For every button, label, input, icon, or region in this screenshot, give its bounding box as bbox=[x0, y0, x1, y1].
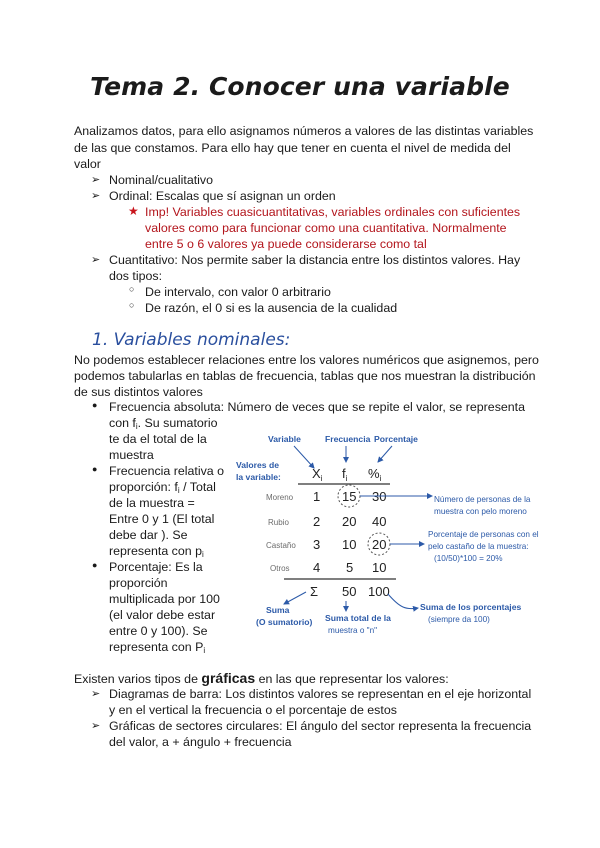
svg-text:2: 2 bbox=[313, 514, 321, 529]
note-castano: Porcentaje de personas con el bbox=[428, 530, 539, 539]
total-p: 100 bbox=[368, 584, 390, 599]
note-moreno: muestra con pelo moreno bbox=[434, 507, 527, 516]
note-moreno: Número de personas de la bbox=[434, 495, 531, 504]
graficas-barra: y en el vertical la frecuencia o el porcentaje de estos bbox=[109, 703, 397, 717]
svg-text:40: 40 bbox=[372, 514, 387, 529]
porcentaje-text: representa con $P_i$ bbox=[109, 640, 206, 655]
svg-text:20: 20 bbox=[372, 537, 387, 552]
level-cuantitativo: Cuantitativo: Nos permite saber la distancia entre los distintos valores. Hay bbox=[109, 253, 521, 267]
important-note: Imp! Variables cuasicuantitativas, variables ordinales con suficientes bbox=[145, 205, 521, 219]
level-ordinal: Ordinal: Escalas que sí asignan un orden bbox=[109, 189, 336, 203]
note-sumpct: (siempre da 100) bbox=[428, 615, 490, 624]
freq-rel-text: debe dar ). Se bbox=[109, 528, 188, 542]
header-p: $\%_i$ bbox=[368, 466, 382, 483]
section-text: podemos tabularlas en tablas de frecuencia, tablas que nos muestran la distribución bbox=[74, 369, 536, 383]
porcentaje-text: entre 0 y 100). Se bbox=[109, 624, 208, 638]
page-title: Tema 2. Conocer una variable bbox=[90, 72, 510, 101]
svg-text:4: 4 bbox=[313, 560, 321, 575]
svg-text:Rubio: Rubio bbox=[268, 518, 289, 527]
freq-abs-text: muestra bbox=[109, 448, 154, 462]
section-text: de sus distintos valores bbox=[74, 385, 203, 399]
dot-bullet-icon: ● bbox=[92, 400, 98, 410]
svg-text:5: 5 bbox=[346, 560, 354, 575]
svg-text:1: 1 bbox=[313, 489, 321, 504]
dot-bullet-icon: ● bbox=[92, 560, 98, 570]
label-variable: Variable bbox=[268, 434, 301, 444]
svg-text:10: 10 bbox=[342, 537, 357, 552]
freq-rel-text: de la muestra = bbox=[109, 496, 195, 510]
table-row bbox=[270, 560, 386, 575]
label-valores: la variable: bbox=[236, 472, 281, 482]
type-intervalo: De intervalo, con valor 0 arbitrario bbox=[145, 285, 331, 299]
svg-text:Otros: Otros bbox=[270, 564, 290, 573]
label-valores: Valores de bbox=[236, 460, 279, 470]
section-text: No podemos establecer relaciones entre los valores numéricos que asignemos, pero bbox=[74, 353, 539, 367]
svg-text:3: 3 bbox=[313, 537, 321, 552]
freq-rel-text: Entre 0 y 1 (El total bbox=[109, 512, 215, 526]
graficas-intro: Existen varios tipos de gráficas en las que representar los valores: bbox=[74, 670, 449, 686]
star-icon: ★ bbox=[128, 204, 139, 218]
table-row bbox=[268, 514, 386, 529]
freq-abs-text: te da el total de la bbox=[109, 432, 207, 446]
freq-rel-text: Frecuencia relativa o bbox=[109, 464, 225, 478]
svg-text:Castaño: Castaño bbox=[266, 541, 296, 550]
porcentaje-text: proporción bbox=[109, 576, 168, 590]
svg-text:10: 10 bbox=[372, 560, 387, 575]
svg-text:Moreno: Moreno bbox=[266, 493, 294, 502]
note-suma: (O sumatorio) bbox=[256, 617, 313, 627]
porcentaje-text: (el valor debe estar bbox=[109, 608, 216, 622]
svg-text:20: 20 bbox=[342, 514, 357, 529]
note-sumpct: Suma de los porcentajes bbox=[420, 602, 522, 612]
frequency-table-figure bbox=[228, 428, 568, 643]
section-heading: 1. Variables nominales: bbox=[92, 330, 291, 350]
note-suma: Suma bbox=[266, 605, 290, 615]
label-porcentaje: Porcentaje bbox=[374, 434, 418, 444]
sigma-symbol: Σ bbox=[310, 584, 319, 599]
header-x: $X_i$ bbox=[312, 466, 323, 483]
svg-text:15: 15 bbox=[342, 489, 357, 504]
svg-text:30: 30 bbox=[372, 489, 387, 504]
arrow-bullet-icon: ➢ bbox=[91, 720, 101, 732]
header-f: $f_i$ bbox=[342, 466, 348, 483]
porcentaje-text: Porcentaje: Es la bbox=[109, 560, 203, 574]
graficas-sectores: Gráficas de sectores circulares: El ángulo del sector representa la frecuencia bbox=[109, 719, 532, 733]
note-castano: pelo castaño de la muestra: bbox=[428, 542, 529, 551]
note-castano: (10/50)*100 = 20% bbox=[434, 554, 503, 563]
total-f: 50 bbox=[342, 584, 357, 599]
freq-abs-text: con $f_i$. Su sumatorio bbox=[109, 416, 218, 431]
important-note: valores como para funcionar como una cuantitativa. Normalmente bbox=[145, 221, 507, 235]
intro-line: de las que constamos. Para ello hay que tener en cuenta el nivel de medida del bbox=[74, 141, 511, 155]
intro-line: valor bbox=[74, 157, 101, 171]
important-note: entre 5 o 6 valores ya puede considerarse como tal bbox=[145, 237, 427, 251]
circle-bullet-icon: ○ bbox=[129, 300, 135, 310]
note-total: Suma total de la bbox=[325, 613, 391, 623]
note-total: muestra o "n" bbox=[328, 626, 378, 635]
porcentaje-text: multiplicada por 100 bbox=[109, 592, 220, 606]
graficas-barra: Diagramas de barra: Los distintos valores se representan en el eje horizontal bbox=[109, 687, 532, 701]
arrow-bullet-icon: ➢ bbox=[91, 254, 101, 266]
arrow-bullet-icon: ➢ bbox=[91, 190, 101, 202]
graficas-sectores: del valor, a + ángulo + frecuencia bbox=[109, 735, 292, 749]
circle-bullet-icon: ○ bbox=[129, 284, 135, 294]
type-razon: De razón, el 0 si es la ausencia de la cualidad bbox=[145, 301, 398, 315]
arrow-bullet-icon: ➢ bbox=[91, 174, 101, 186]
level-cuantitativo: dos tipos: bbox=[109, 269, 163, 283]
level-nominal: Nominal/cualitativo bbox=[109, 173, 213, 187]
freq-rel-text: representa con $p_i$ bbox=[109, 544, 204, 559]
freq-rel-text: proporción: $f_i$ / Total bbox=[109, 480, 216, 495]
dot-bullet-icon: ● bbox=[92, 464, 98, 474]
freq-abs-text: Frecuencia absoluta: Número de veces que se repite el valor, se representa bbox=[109, 400, 526, 414]
label-frecuencia: Frecuencia bbox=[325, 434, 371, 444]
arrow-bullet-icon: ➢ bbox=[91, 688, 101, 700]
intro-line: Analizamos datos, para ello asignamos números a valores de las distintas variables bbox=[74, 124, 534, 138]
